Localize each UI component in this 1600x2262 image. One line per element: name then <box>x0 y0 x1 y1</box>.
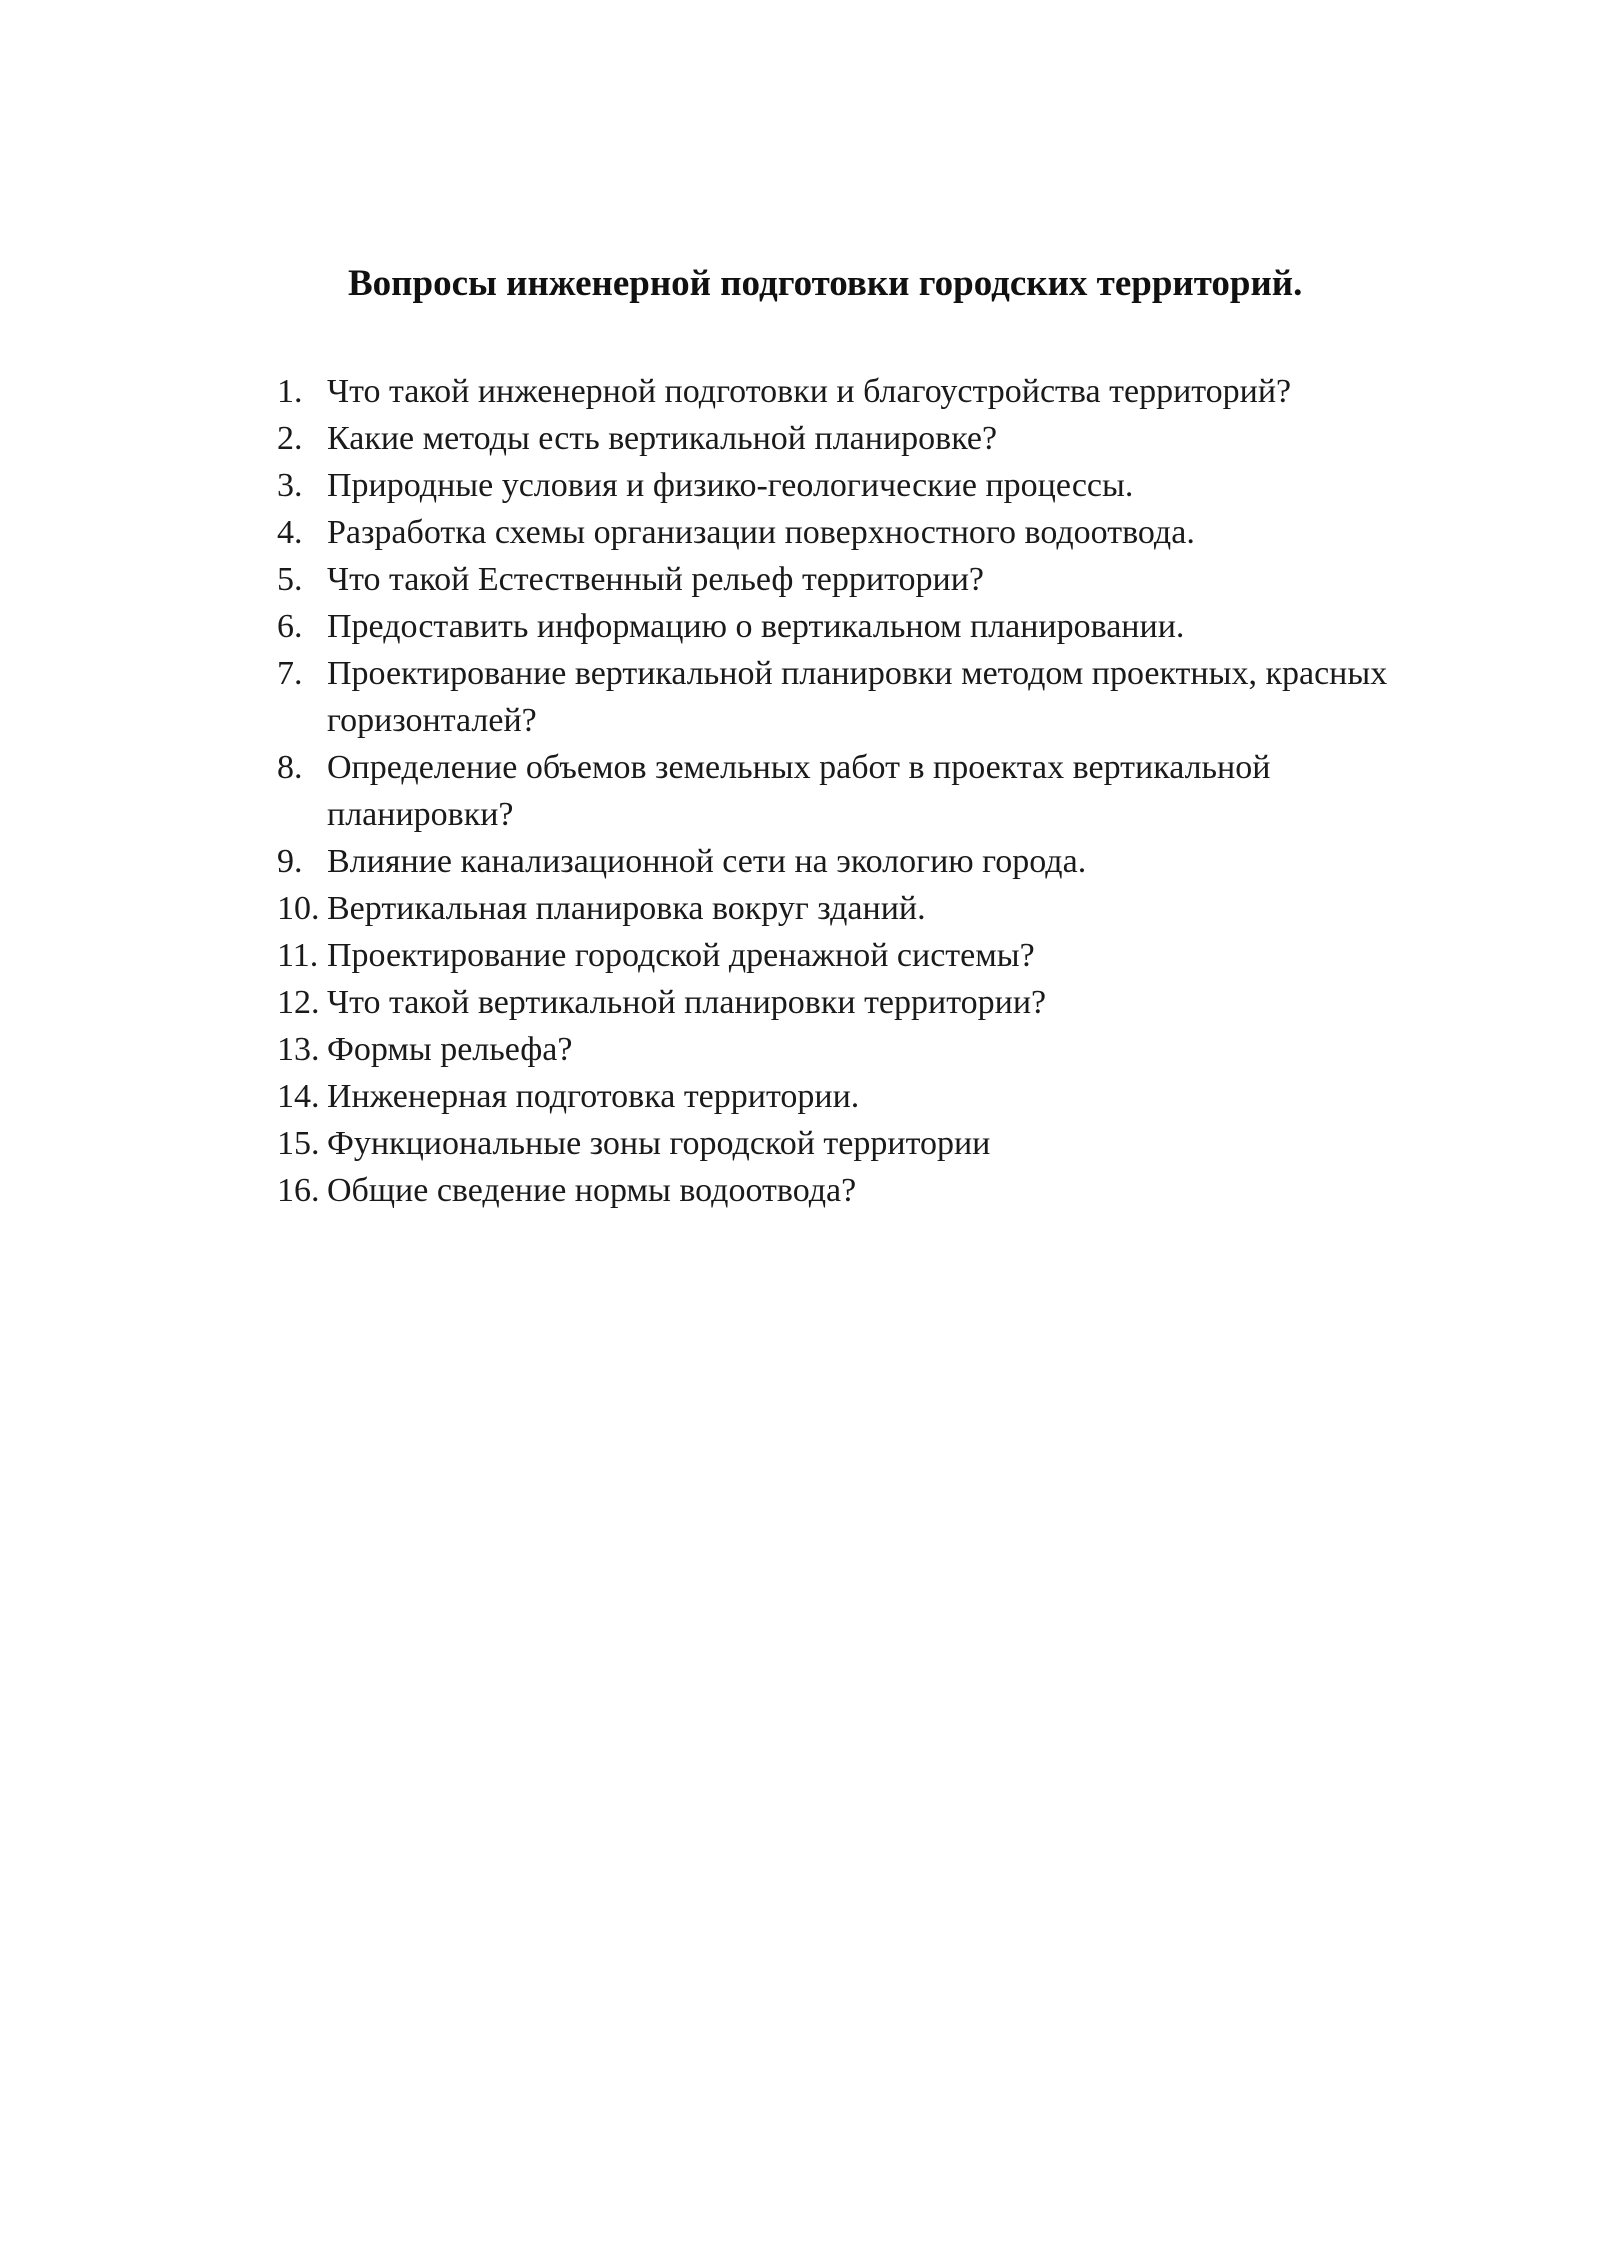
question-item <box>277 368 1427 415</box>
question-item <box>277 415 1427 462</box>
question-item <box>277 979 1427 1026</box>
question-number: 3. <box>277 467 303 504</box>
question-text: Природные условия и физико-геологические процессы. <box>327 467 1134 504</box>
question-number: 9. <box>277 843 303 880</box>
question-text: Влияние канализационной сети на экологию города. <box>327 843 1087 880</box>
question-number: 7. <box>277 655 303 692</box>
question-item <box>277 1026 1427 1073</box>
question-number: 13. <box>277 1031 320 1068</box>
question-number: 16. <box>277 1172 320 1209</box>
question-item <box>277 1073 1427 1120</box>
question-item <box>277 509 1427 556</box>
question-number: 5. <box>277 561 303 598</box>
question-number: 11. <box>277 937 319 974</box>
question-item <box>277 556 1427 603</box>
question-text: Предоставить информацию о вертикальном планировании. <box>327 608 1185 645</box>
question-text: Определение объемов земельных работ в проектах вертикальной планировки? <box>327 749 1271 833</box>
question-text: Функциональные зоны городской территории <box>327 1125 991 1162</box>
question-item <box>277 603 1427 650</box>
question-item <box>277 1120 1427 1167</box>
question-list <box>277 368 1427 1214</box>
question-item <box>277 838 1427 885</box>
question-number: 1. <box>277 373 303 410</box>
question-number: 8. <box>277 749 303 786</box>
question-item <box>277 462 1427 509</box>
question-text: Инженерная подготовка территории. <box>327 1078 860 1115</box>
document-title: Вопросы инженерной подготовки городских территорий. <box>348 263 1303 304</box>
question-text: Что такой Естественный рельеф территории? <box>327 561 984 598</box>
question-text: Общие сведение нормы водоотвода? <box>327 1172 857 1209</box>
question-item <box>277 650 1427 744</box>
question-text: Что такой инженерной подготовки и благоустройства территорий? <box>327 373 1292 410</box>
question-number: 15. <box>277 1125 320 1162</box>
question-text: Какие методы есть вертикальной планировке? <box>327 420 998 457</box>
question-text: Проектирование вертикальной планировки методом проектных, красных горизонталей? <box>327 655 1388 739</box>
question-number: 2. <box>277 420 303 457</box>
question-number: 10. <box>277 890 320 927</box>
question-item <box>277 1167 1427 1214</box>
question-text: Проектирование городской дренажной системы? <box>327 937 1035 974</box>
question-item <box>277 932 1427 979</box>
question-text: Формы рельефа? <box>327 1031 573 1068</box>
question-text: Что такой вертикальной планировки территории? <box>327 984 1047 1021</box>
question-number: 12. <box>277 984 320 1021</box>
question-text: Вертикальная планировка вокруг зданий. <box>327 890 926 927</box>
question-number: 14. <box>277 1078 320 1115</box>
question-item <box>277 744 1427 838</box>
question-text: Разработка схемы организации поверхностного водоотвода. <box>327 514 1195 551</box>
question-number: 4. <box>277 514 303 551</box>
question-number: 6. <box>277 608 303 645</box>
question-item <box>277 885 1427 932</box>
